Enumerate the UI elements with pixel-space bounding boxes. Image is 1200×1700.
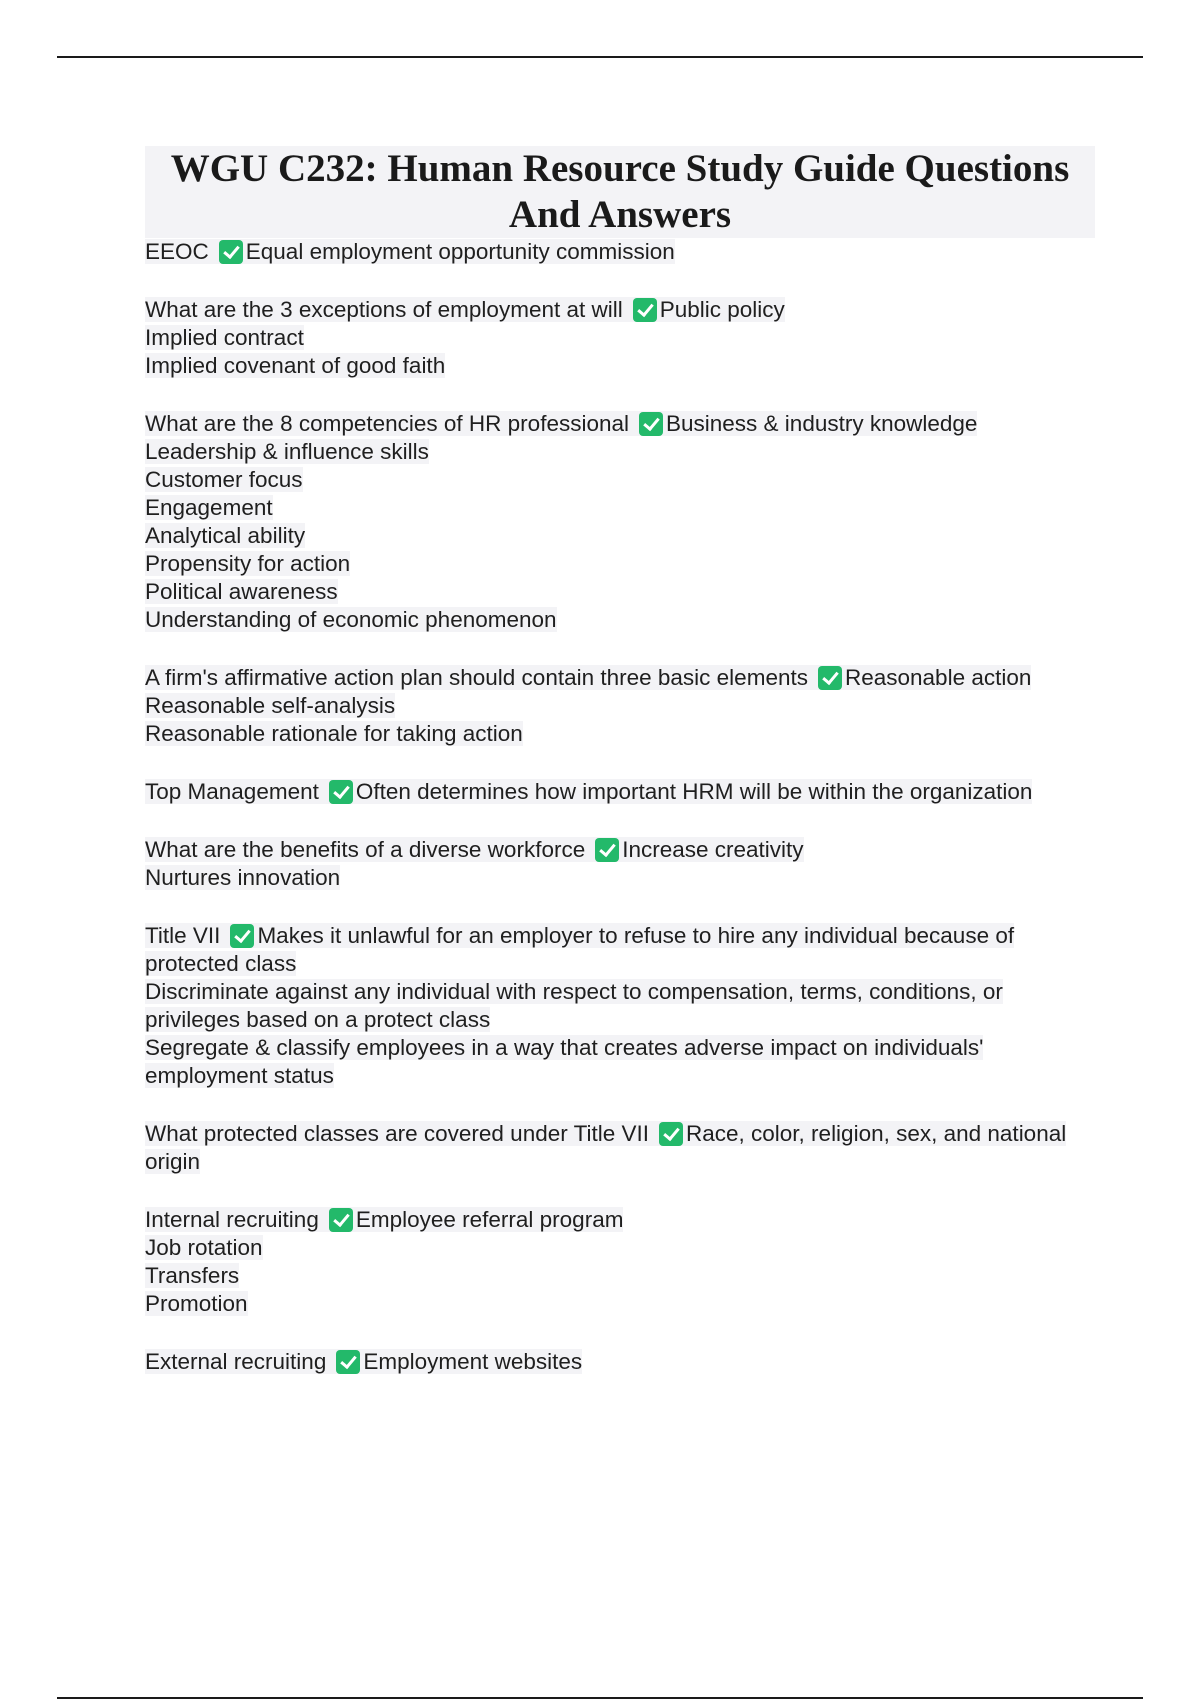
question-text: Top Management <box>145 779 319 804</box>
answer-line: Political awareness <box>145 579 338 604</box>
qa-item <box>145 1206 1095 1318</box>
document-body <box>145 146 1095 1406</box>
check-icon <box>818 666 842 690</box>
question-text: Internal recruiting <box>145 1207 319 1232</box>
question-text: What protected classes are covered under Title VII <box>145 1121 649 1146</box>
answer-line: Transfers <box>145 1263 240 1288</box>
answer-line: Job rotation <box>145 1235 263 1260</box>
answer-line: Segregate & classify employees in a way that creates adverse impact on individuals' employment status <box>145 1035 984 1088</box>
answer-text: Reasonable action <box>844 665 1032 690</box>
answer-line: Nurtures innovation <box>145 865 341 890</box>
question-text: What are the 3 exceptions of employment at will <box>145 297 623 322</box>
answer-text: Makes it unlawful for an employer to refuse to hire any individual because of protected class <box>145 923 1015 976</box>
qa-question-line <box>145 1207 623 1232</box>
answer-line: Implied covenant of good faith <box>145 353 446 378</box>
qa-item <box>145 664 1095 748</box>
answer-line: Propensity for action <box>145 551 351 576</box>
qa-item <box>145 778 1095 806</box>
qa-question-line <box>145 665 1031 690</box>
answer-line: Reasonable self-analysis <box>145 693 396 718</box>
check-icon <box>219 240 243 264</box>
answer-line: Understanding of economic phenomenon <box>145 607 557 632</box>
check-icon <box>329 1208 353 1232</box>
page-title: WGU C232: Human Resource Study Guide Questions And Answers <box>145 146 1095 238</box>
qa-item <box>145 922 1095 1090</box>
answer-line: Promotion <box>145 1291 248 1316</box>
answer-line: Engagement <box>145 495 273 520</box>
qa-question-line <box>145 239 675 264</box>
answer-text: Increase creativity <box>622 837 804 862</box>
check-icon <box>659 1122 683 1146</box>
answer-text: Race, color, religion, sex, and national origin <box>145 1121 1067 1174</box>
bottom-divider <box>57 1697 1143 1699</box>
answer-text: Public policy <box>659 297 785 322</box>
question-text: Title VII <box>145 923 221 948</box>
qa-list <box>145 238 1095 1376</box>
question-text: External recruiting <box>145 1349 327 1374</box>
question-text: What are the benefits of a diverse workforce <box>145 837 586 862</box>
answer-line: Analytical ability <box>145 523 306 548</box>
top-divider <box>57 56 1143 58</box>
qa-item <box>145 1120 1095 1176</box>
check-icon <box>329 780 353 804</box>
question-text: EEOC <box>145 239 209 264</box>
answer-line: Discriminate against any individual with respect to compensation, terms, conditions, or privileges based on a protect class <box>145 979 1003 1032</box>
answer-line: Customer focus <box>145 467 303 492</box>
qa-item <box>145 296 1095 380</box>
qa-question-line <box>145 1349 582 1374</box>
qa-question-line <box>145 297 785 322</box>
qa-question-line <box>145 923 1014 976</box>
qa-item <box>145 1348 1095 1376</box>
answer-line: Implied contract <box>145 325 304 350</box>
answer-text: Equal employment opportunity commission <box>245 239 675 264</box>
question-text: A firm's affirmative action plan should contain three basic elements <box>145 665 808 690</box>
answer-text: Employment websites <box>363 1349 583 1374</box>
check-icon <box>595 838 619 862</box>
answer-text: Often determines how important HRM will be within the organization <box>355 779 1033 804</box>
question-text: What are the 8 competencies of HR professional <box>145 411 629 436</box>
answer-line: Reasonable rationale for taking action <box>145 721 523 746</box>
qa-question-line <box>145 837 804 862</box>
check-icon <box>633 298 657 322</box>
check-icon <box>230 924 254 948</box>
answer-text: Employee referral program <box>355 1207 624 1232</box>
check-icon <box>336 1350 360 1374</box>
answer-line: Leadership & influence skills <box>145 439 429 464</box>
qa-item <box>145 238 1095 266</box>
qa-question-line <box>145 411 977 436</box>
qa-question-line <box>145 1121 1066 1174</box>
check-icon <box>639 412 663 436</box>
qa-question-line <box>145 779 1032 804</box>
answer-text: Business & industry knowledge <box>666 411 978 436</box>
qa-item <box>145 836 1095 892</box>
qa-item <box>145 410 1095 634</box>
